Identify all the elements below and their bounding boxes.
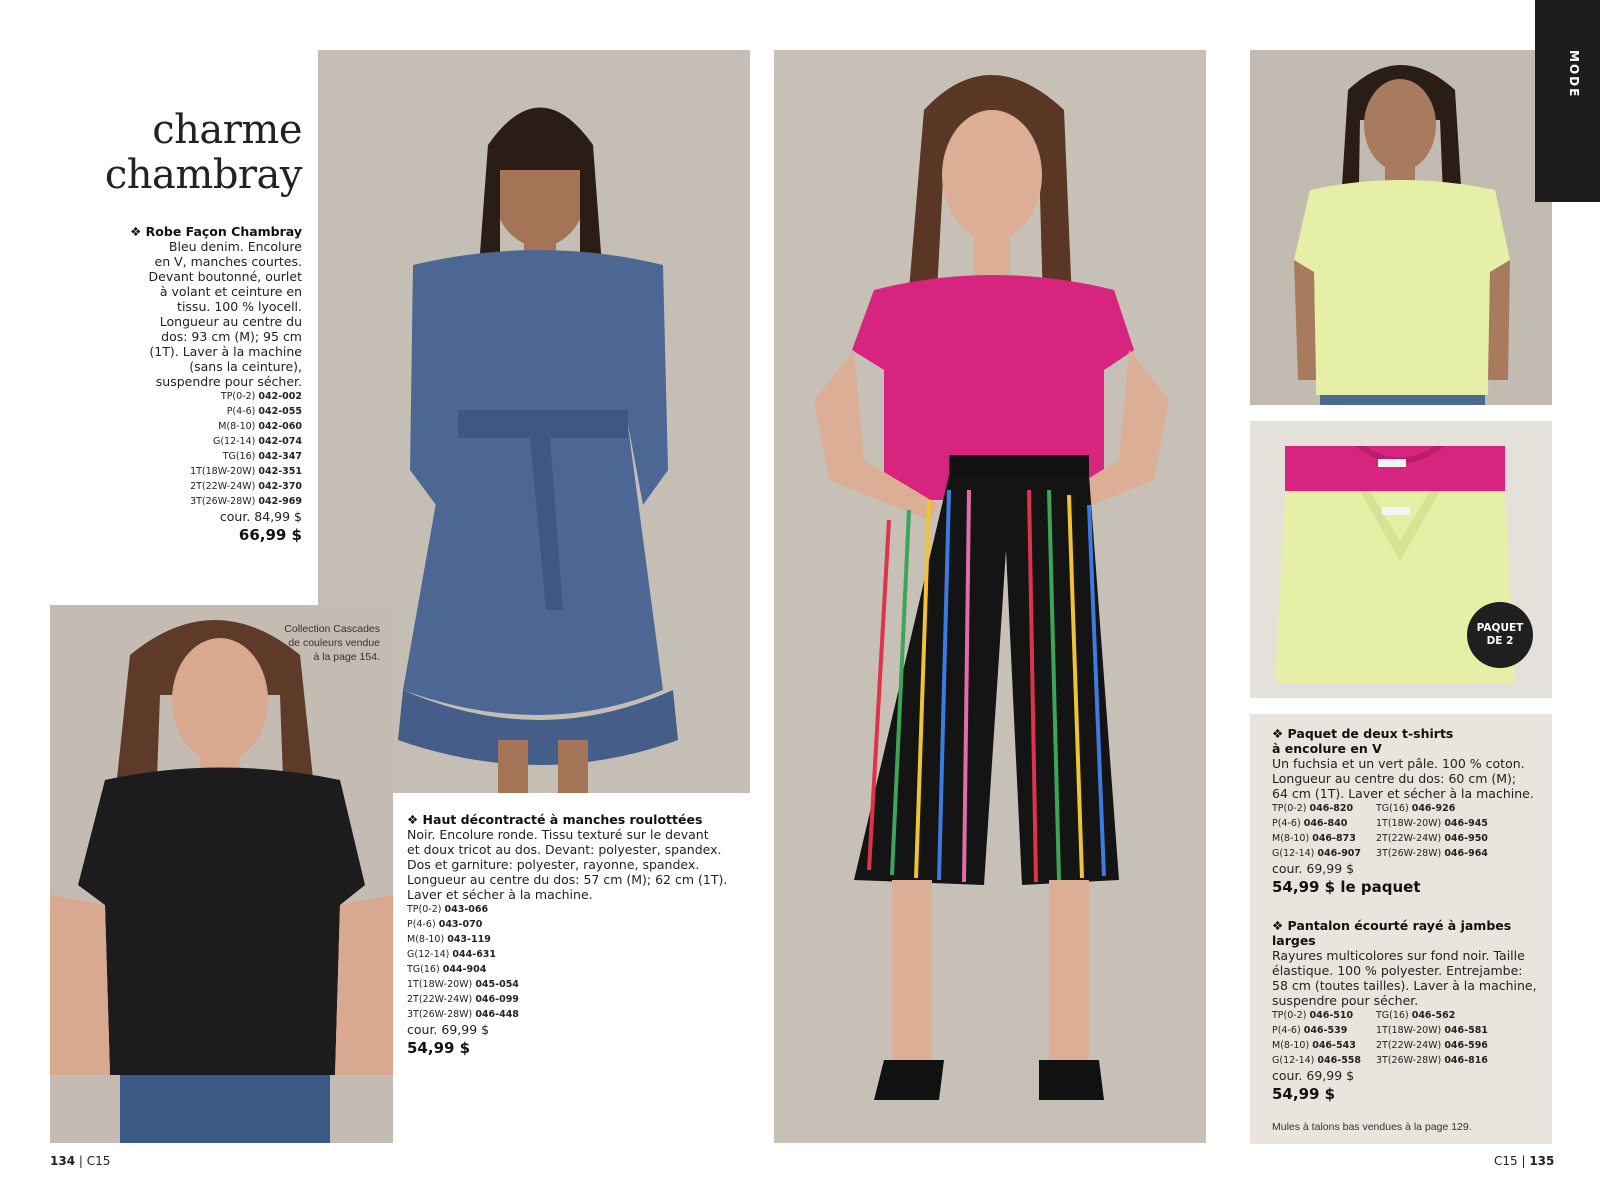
sku-row bbox=[1272, 1008, 1376, 1023]
folio-right-page: 135 bbox=[1529, 1154, 1555, 1168]
sku-code: 046-596 bbox=[1444, 1040, 1488, 1051]
sku-size: 1T(18W-20W) bbox=[1376, 1025, 1442, 1036]
sku-code: 042-370 bbox=[258, 481, 302, 492]
folio-right-sep: | bbox=[1517, 1154, 1530, 1168]
sku-code: 042-060 bbox=[258, 421, 302, 432]
sku-size: P(4-6) bbox=[1272, 818, 1301, 829]
sku-row bbox=[1376, 801, 1506, 816]
product-dress bbox=[120, 224, 302, 546]
folio-left-code: C15 bbox=[86, 1154, 111, 1168]
sku-code: 046-581 bbox=[1444, 1025, 1488, 1036]
top-description bbox=[407, 827, 737, 902]
note-line: Collection Cascades bbox=[284, 623, 380, 635]
sku-code: 046-558 bbox=[1317, 1055, 1362, 1066]
sku-code: 046-539 bbox=[1303, 1025, 1348, 1036]
sku-row bbox=[407, 917, 737, 932]
tees-sale-price: 54,99 $ le paquet bbox=[1272, 878, 1421, 896]
pants-description bbox=[1272, 948, 1542, 1008]
sku-row bbox=[120, 449, 302, 464]
sku-code: 046-926 bbox=[1411, 803, 1456, 814]
sku-size: 2T(22W-24W) bbox=[1376, 833, 1442, 844]
sku-size: 2T(22W-24W) bbox=[1376, 1040, 1442, 1051]
sku-size: 3T(26W-28W) bbox=[190, 496, 256, 507]
sku-row bbox=[120, 419, 302, 434]
desc-line: 58 cm (toutes tailles). Laver à la machine, bbox=[1272, 978, 1537, 993]
dress-title: ❖ Robe Façon Chambray bbox=[130, 224, 302, 239]
sku-row bbox=[1376, 1023, 1506, 1038]
sku-size: TP(0-2) bbox=[407, 904, 442, 915]
desc-line: 64 cm (1T). Laver et sécher à la machine. bbox=[1272, 786, 1534, 801]
sku-code: 046-448 bbox=[475, 1009, 519, 1020]
desc-line: Bleu denim. Encolure bbox=[168, 239, 302, 254]
sku-row bbox=[1376, 816, 1506, 831]
sku-code: 042-074 bbox=[258, 436, 302, 447]
sku-row bbox=[120, 404, 302, 419]
sku-code: 042-055 bbox=[258, 406, 302, 417]
sku-code: 046-562 bbox=[1411, 1010, 1456, 1021]
sku-size: TG(16) bbox=[407, 964, 440, 975]
sku-size: 3T(26W-28W) bbox=[1376, 848, 1442, 859]
page-headline bbox=[100, 108, 302, 198]
dress-sku-list bbox=[120, 389, 302, 509]
desc-line: élastique. 100 % polyester. Entrejambe: bbox=[1272, 963, 1523, 978]
collection-note bbox=[262, 622, 380, 664]
sku-code: 046-099 bbox=[475, 994, 519, 1005]
desc-line: Un fuchsia et un vert pâle. 100 % coton. bbox=[1272, 756, 1525, 771]
desc-line: (1T). Laver à la machine bbox=[149, 344, 302, 359]
headline-line1: charme bbox=[152, 107, 302, 153]
sku-size: 1T(18W-20W) bbox=[1376, 818, 1442, 829]
desc-line: Noir. Encolure ronde. Tissu texturé sur le devant bbox=[407, 827, 709, 842]
top-sku-list bbox=[407, 902, 737, 1022]
product-top bbox=[407, 812, 737, 1059]
sku-row bbox=[407, 962, 737, 977]
desc-line: Devant boutonné, ourlet bbox=[148, 269, 302, 284]
sku-code: 042-347 bbox=[258, 451, 302, 462]
sku-size: G(12-14) bbox=[1272, 848, 1315, 859]
note-line: de couleurs vendue bbox=[288, 637, 380, 649]
sku-code: 044-631 bbox=[452, 949, 497, 960]
pants-sale-price: 54,99 $ bbox=[1272, 1085, 1336, 1103]
pack-of-two-badge bbox=[1467, 602, 1533, 668]
product-tee-pack bbox=[1272, 726, 1542, 898]
desc-line: Rayures multicolores sur fond noir. Taille bbox=[1272, 948, 1525, 963]
sku-size: G(12-14) bbox=[1272, 1055, 1315, 1066]
sku-size: 2T(22W-24W) bbox=[407, 994, 473, 1005]
sku-size: TG(16) bbox=[222, 451, 256, 462]
tees-description bbox=[1272, 756, 1542, 801]
sku-code: 046-945 bbox=[1444, 818, 1488, 829]
sku-row bbox=[1272, 1038, 1376, 1053]
sku-row bbox=[1272, 801, 1376, 816]
sku-code: 042-969 bbox=[258, 496, 302, 507]
sku-row bbox=[1376, 1053, 1506, 1068]
sku-row bbox=[120, 494, 302, 509]
section-tab-label: MODE bbox=[1567, 50, 1581, 99]
sku-row bbox=[1272, 846, 1376, 861]
photo-striped-pants bbox=[774, 50, 1206, 1143]
sku-row bbox=[120, 389, 302, 404]
sku-code: 042-002 bbox=[258, 391, 302, 402]
desc-line: tissu. 100 % lyocell. bbox=[177, 299, 302, 314]
tees-title-line2: à encolure en V bbox=[1272, 741, 1382, 756]
sku-row bbox=[407, 947, 737, 962]
sku-size: M(8-10) bbox=[407, 934, 445, 945]
sku-row bbox=[1376, 846, 1506, 861]
sku-size: P(4-6) bbox=[226, 406, 256, 417]
sku-code: 046-907 bbox=[1317, 848, 1362, 859]
sku-code: 044-904 bbox=[442, 964, 487, 975]
sku-row bbox=[1272, 816, 1376, 831]
note-line: à la page 154. bbox=[313, 651, 380, 663]
sku-code: 046-840 bbox=[1303, 818, 1348, 829]
sku-size: M(8-10) bbox=[1272, 1040, 1310, 1051]
dress-sale-price: 66,99 $ bbox=[238, 526, 302, 544]
desc-line: Longueur au centre du bbox=[159, 314, 302, 329]
sku-row bbox=[1376, 1008, 1506, 1023]
sku-row bbox=[407, 902, 737, 917]
folio-left bbox=[50, 1154, 110, 1168]
sku-size: 3T(26W-28W) bbox=[1376, 1055, 1442, 1066]
sku-row bbox=[407, 932, 737, 947]
desc-line: Longueur au centre du dos: 57 cm (M); 62 cm (1T). bbox=[407, 872, 728, 887]
photo-black-top bbox=[50, 605, 393, 1143]
dress-regular-price: cour. 84,99 $ bbox=[219, 509, 302, 524]
badge-line1: PAQUET bbox=[1476, 622, 1524, 634]
sku-row bbox=[1272, 831, 1376, 846]
sku-code: 043-119 bbox=[447, 934, 491, 945]
sku-row bbox=[120, 464, 302, 479]
desc-line: Longueur au centre du dos: 60 cm (M); bbox=[1272, 771, 1517, 786]
sku-row bbox=[407, 992, 737, 1007]
sku-row bbox=[1376, 831, 1506, 846]
sku-size: 1T(18W-20W) bbox=[190, 466, 256, 477]
mules-note: Mules à talons bas vendues à la page 129. bbox=[1272, 1121, 1472, 1133]
sku-row bbox=[120, 434, 302, 449]
top-sale-price: 54,99 $ bbox=[407, 1039, 471, 1057]
desc-line: suspendre pour sécher. bbox=[155, 374, 302, 389]
folio-left-page: 134 bbox=[50, 1154, 76, 1168]
sku-size: G(12-14) bbox=[212, 436, 256, 447]
sku-size: G(12-14) bbox=[407, 949, 450, 960]
sku-code: 042-351 bbox=[258, 466, 302, 477]
pants-title: ❖ Pantalon écourté rayé à jambes larges bbox=[1272, 918, 1512, 948]
product-striped-pants bbox=[1272, 918, 1542, 1105]
sku-code: 045-054 bbox=[475, 979, 519, 990]
top-regular-price: cour. 69,99 $ bbox=[407, 1022, 490, 1037]
sku-size: 2T(22W-24W) bbox=[190, 481, 256, 492]
pants-regular-price: cour. 69,99 $ bbox=[1272, 1068, 1355, 1083]
headline-line2: chambray bbox=[104, 152, 302, 198]
sku-row bbox=[1272, 1053, 1376, 1068]
sku-row bbox=[1272, 1023, 1376, 1038]
sku-code: 046-873 bbox=[1312, 833, 1356, 844]
sku-size: P(4-6) bbox=[1272, 1025, 1301, 1036]
sku-code: 043-066 bbox=[444, 904, 489, 915]
sku-size: M(8-10) bbox=[218, 421, 256, 432]
sku-code: 046-820 bbox=[1309, 803, 1354, 814]
sku-size: 1T(18W-20W) bbox=[407, 979, 473, 990]
folio-right bbox=[1494, 1154, 1554, 1168]
desc-line: Dos et garniture: polyester, rayonne, spandex. bbox=[407, 857, 700, 872]
pants-sku-list bbox=[1272, 1008, 1542, 1068]
sku-row bbox=[1376, 1038, 1506, 1053]
desc-line: en V, manches courtes. bbox=[154, 254, 302, 269]
section-tab-mode[interactable] bbox=[1535, 0, 1600, 202]
desc-line: Laver et sécher à la machine. bbox=[407, 887, 593, 902]
tees-sku-list bbox=[1272, 801, 1542, 861]
sku-row bbox=[407, 1007, 737, 1022]
sku-size: TP(0-2) bbox=[220, 391, 256, 402]
desc-line: à volant et ceinture en bbox=[159, 284, 302, 299]
sku-size: TP(0-2) bbox=[1272, 1010, 1307, 1021]
top-title: ❖ Haut décontracté à manches roulottées bbox=[407, 812, 703, 827]
badge-line2: DE 2 bbox=[1486, 635, 1514, 647]
sku-code: 046-964 bbox=[1444, 848, 1488, 859]
sku-size: TG(16) bbox=[1376, 1010, 1409, 1021]
sku-code: 046-543 bbox=[1312, 1040, 1356, 1051]
folio-right-code: C15 bbox=[1494, 1154, 1518, 1168]
sku-code: 046-510 bbox=[1309, 1010, 1354, 1021]
sku-size: TG(16) bbox=[1376, 803, 1409, 814]
desc-line: suspendre pour sécher. bbox=[1272, 993, 1419, 1008]
sku-size: 3T(26W-28W) bbox=[407, 1009, 473, 1020]
photo-green-tee bbox=[1250, 50, 1552, 405]
sku-row bbox=[407, 977, 737, 992]
desc-line: dos: 93 cm (M); 95 cm bbox=[161, 329, 302, 344]
sku-size: M(8-10) bbox=[1272, 833, 1310, 844]
sku-code: 046-950 bbox=[1444, 833, 1488, 844]
sku-row bbox=[120, 479, 302, 494]
desc-line: (sans la ceinture), bbox=[189, 359, 302, 374]
tees-regular-price: cour. 69,99 $ bbox=[1272, 861, 1355, 876]
sku-code: 046-816 bbox=[1444, 1055, 1488, 1066]
dress-description bbox=[120, 239, 302, 389]
sku-size: TP(0-2) bbox=[1272, 803, 1307, 814]
folio-left-sep: | bbox=[75, 1154, 87, 1168]
desc-line: et doux tricot au dos. Devant: polyester, spandex. bbox=[407, 842, 722, 857]
sku-code: 043-070 bbox=[438, 919, 483, 930]
tees-title-line1: ❖ Paquet de deux t-shirts bbox=[1272, 726, 1454, 741]
sku-size: P(4-6) bbox=[407, 919, 436, 930]
